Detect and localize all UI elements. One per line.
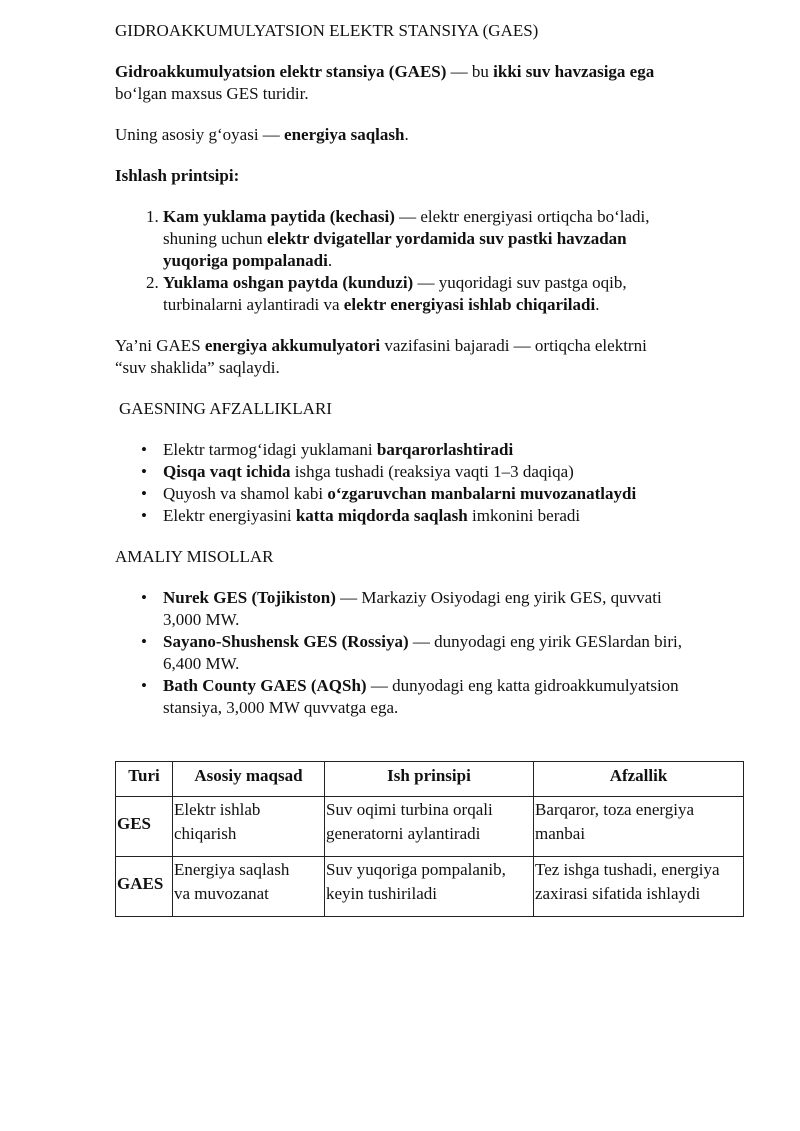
step-text: turbinalarni aylantiradi va [163,295,344,314]
summary-emphasis: energiya akkumulyatori [204,336,381,355]
list-item [163,505,745,527]
item-emphasis: barqarorlashtiradi [376,440,514,459]
item-text: ishga tushadi (reaksiya vaqti 1–3 daqiqa) [290,462,574,481]
intro-paragraph [115,61,745,105]
step-text: — elektr energiyasi ortiqcha bo‘ladi, [394,207,650,226]
advantages-list [115,439,745,527]
cell-purpose [173,797,325,857]
cell-line: keyin tushiriladi [326,884,437,903]
item-text: imkonini beradi [467,506,581,525]
example-text: — Markaziy Osiyodagi eng yirik GES, quvvati [335,588,662,607]
examples-heading: AMALIY MISOLLAR [115,547,274,566]
list-item [163,461,745,483]
comparison-table [115,761,744,917]
advantages-heading: GAESNING AFZALLIKLARI [119,399,332,418]
item-text: Quyosh va shamol kabi [163,484,328,503]
cell-advantage [534,797,744,857]
list-item [163,587,745,631]
item-emphasis: Qisqa vaqt ichida [163,462,291,481]
step-text: — yuqoridagi suv pastga oqib, [413,273,627,292]
cell-principle [325,797,534,857]
cell-line: Energiya saqlash [174,860,290,879]
idea-paragraph [115,124,745,146]
example-name: Bath County GAES (AQSh) [163,676,367,695]
principle-heading: Ishlash printsipi: [115,166,240,185]
step-period: . [595,295,600,314]
intro-text-2: bo‘lgan maxsus GES turidir. [115,84,309,103]
cell-advantage [534,857,744,917]
idea-period: . [404,125,409,144]
example-text: 3,000 MW. [163,610,240,629]
idea-emphasis: energiya saqlash [284,125,405,144]
intro-term: Gidroakkumulyatsion elektr stansiya (GAES) [115,62,447,81]
table-row [116,857,744,917]
step-term: Kam yuklama paytida (kechasi) [163,207,395,226]
cell-line: Barqaror, toza energiya [535,800,695,819]
cell-purpose [173,857,325,917]
item-emphasis: o‘zgaruvchan manbalarni muvozanatlaydi [327,484,637,503]
example-name: Nurek GES (Tojikiston) [163,588,336,607]
column-header: Asosiy maqsad [173,762,325,797]
example-text: — dunyodagi eng yirik GESlardan biri, [408,632,683,651]
example-name: Sayano-Shushensk GES (Rossiya) [163,632,409,651]
cell-line: zaxirasi sifatida ishlaydi [535,884,701,903]
summary-paragraph [115,335,745,379]
table-header-row [116,762,744,797]
step-emphasis: yuqoriga pompalanadi [163,251,328,270]
step-emphasis: elektr dvigatellar yordamida suv pastki havzadan [266,229,627,248]
step-period: . [327,251,333,270]
summary-text: vazifasini bajaradi — ortiqcha elektrni [380,336,647,355]
cell-type: GAES [116,857,173,917]
column-header: Afzallik [534,762,744,797]
idea-text: Uning asosiy g‘oyasi — [115,125,285,144]
cell-line: Suv yuqoriga pompalanib, [326,860,506,879]
list-item [163,675,745,719]
summary-text: Ya’ni GAES [115,336,205,355]
cell-line: Suv oqimi turbina orqali [326,800,493,819]
example-text: 6,400 MW. [163,654,240,673]
cell-type: GES [116,797,173,857]
step-emphasis: elektr energiyasi ishlab chiqariladi [343,295,596,314]
column-header: Turi [116,762,173,797]
cell-line: chiqarish [174,824,237,843]
document-page [115,20,745,917]
example-text: stansiya, 3,000 MW quvvatga ega. [163,698,399,717]
item-text: Elektr energiyasini [163,506,296,525]
cell-line: va muvozanat [174,884,269,903]
table-row [116,797,744,857]
principle-step [163,206,745,272]
list-item [163,483,745,505]
example-text: — dunyodagi eng katta gidroakkumulyatsion [366,676,679,695]
list-item [163,439,745,461]
intro-emphasis: ikki suv havzasiga ega [493,62,655,81]
principle-steps [115,206,745,316]
item-emphasis: katta miqdorda saqlash [295,506,468,525]
list-item [163,631,745,675]
cell-principle [325,857,534,917]
cell-line: manbai [535,824,586,843]
step-term: Yuklama oshgan paytda (kunduzi) [163,273,414,292]
cell-line: Tez ishga tushadi, energiya [535,860,720,879]
document-title: GIDROAKKUMULYATSION ELEKTR STANSIYA (GAES) [115,21,539,40]
examples-list [115,587,745,719]
cell-line: generatorni aylantiradi [326,824,481,843]
column-header: Ish prinsipi [325,762,534,797]
item-text: Elektr tarmog‘idagi yuklamani [163,440,377,459]
cell-line: Elektr ishlab [174,800,261,819]
intro-text: — bu [446,62,494,81]
principle-step [163,272,745,316]
summary-text: “suv shaklida” saqlaydi. [115,358,280,377]
step-text: shuning uchun [163,229,267,248]
